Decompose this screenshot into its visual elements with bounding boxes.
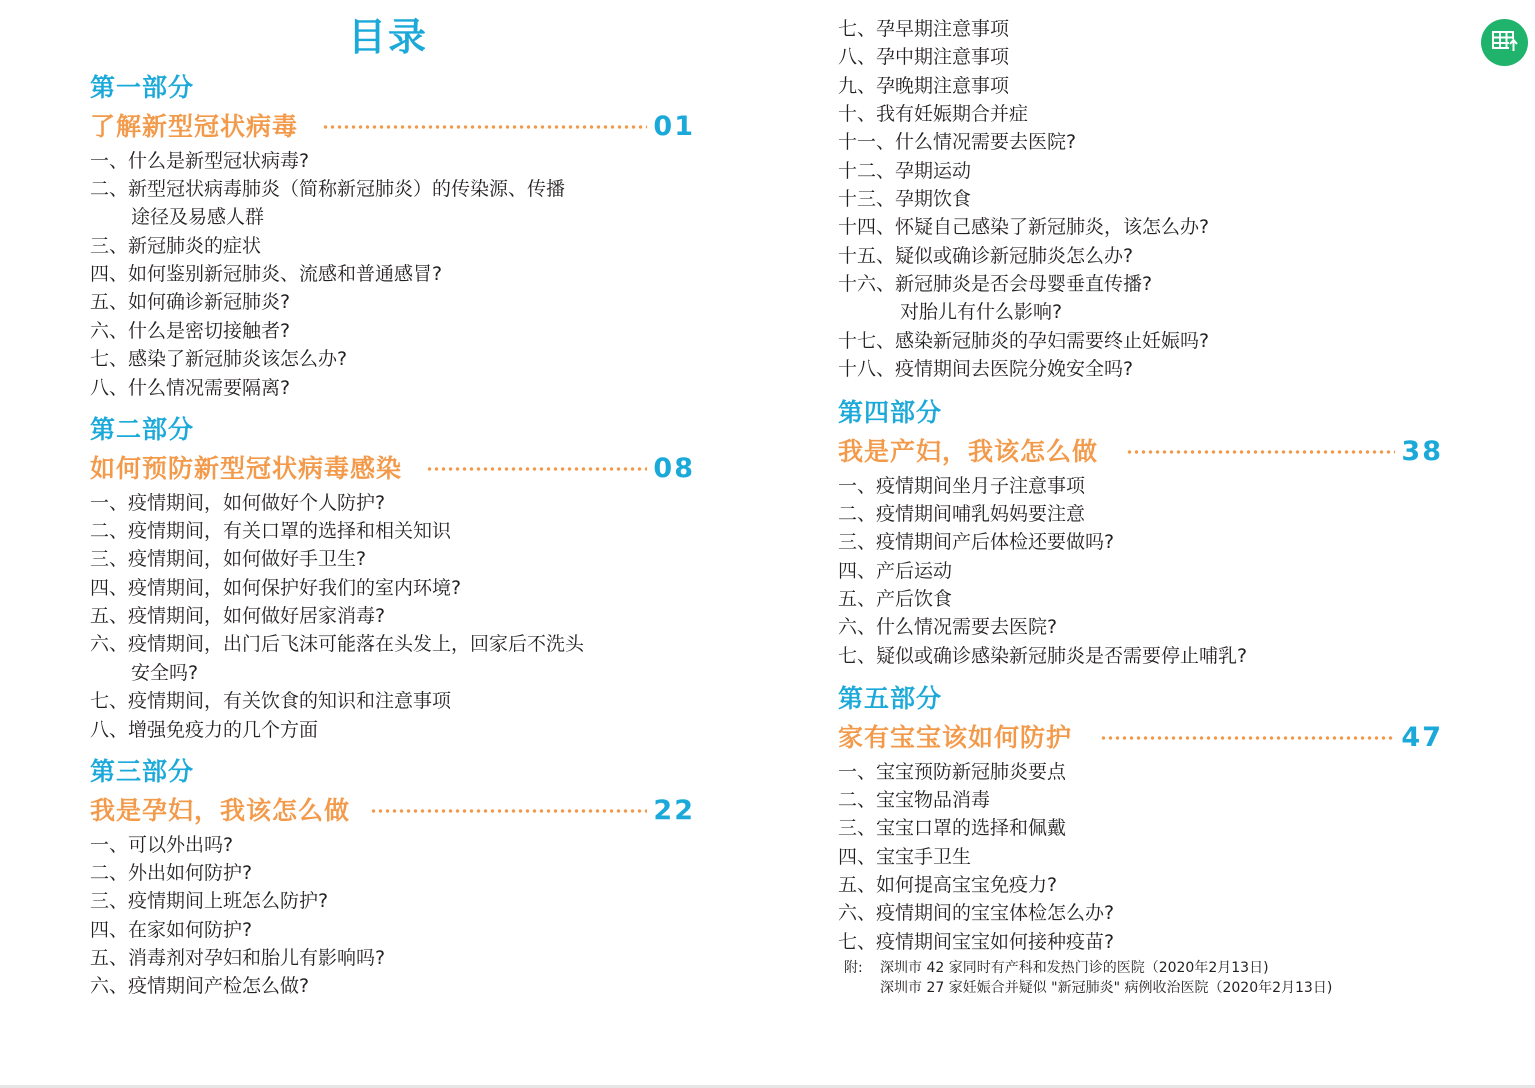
toc-item[interactable]: 一、什么是新型冠状病毒? — [90, 150, 310, 172]
toc-item[interactable]: 十六、新冠肺炎是否会母婴垂直传播? — [838, 273, 1153, 295]
toc-item[interactable]: 三、疫情期间上班怎么防护? — [90, 890, 329, 912]
page-number: 08 — [653, 453, 695, 484]
part-label: 第三部分 — [90, 757, 195, 786]
table-export-icon — [1491, 29, 1519, 57]
toc-item[interactable]: 六、什么情况需要去医院? — [838, 616, 1058, 638]
table-export-button[interactable] — [1481, 19, 1528, 66]
toc-item[interactable]: 七、疑似或确诊感染新冠肺炎是否需要停止哺乳? — [838, 645, 1248, 667]
toc-item[interactable]: 十五、疑似或确诊新冠肺炎怎么办? — [838, 245, 1134, 267]
toc-item[interactable]: 七、感染了新冠肺炎该怎么办? — [90, 348, 348, 370]
toc-item[interactable]: 二、外出如何防护? — [90, 862, 253, 884]
toc-item[interactable]: 一、疫情期间，如何做好个人防护? — [90, 492, 386, 514]
toc-item[interactable]: 十七、感染新冠肺炎的孕妇需要终止妊娠吗? — [838, 330, 1210, 352]
toc-item[interactable]: 二、新型冠状病毒肺炎（简称新冠肺炎）的传染源、传播 — [90, 178, 566, 200]
dot-leader — [1100, 736, 1395, 740]
part-label: 第五部分 — [838, 684, 943, 713]
toc-item[interactable]: 五、消毒剂对孕妇和胎儿有影响吗? — [90, 947, 386, 969]
dot-leader — [426, 467, 647, 471]
part-title-row[interactable] — [90, 794, 695, 828]
toc-item[interactable]: 一、可以外出吗? — [90, 834, 234, 856]
toc-item[interactable]: 五、产后饮食 — [838, 588, 953, 610]
toc-item[interactable]: 九、孕晚期注意事项 — [838, 75, 1010, 97]
dot-leader — [370, 809, 647, 813]
part-title: 家有宝宝该如何防护 — [838, 723, 1073, 752]
toc-item[interactable]: 十、我有妊娠期合并症 — [838, 103, 1029, 125]
toc-item[interactable]: 五、如何确诊新冠肺炎? — [90, 291, 291, 313]
toc-item[interactable]: 三、宝宝口罩的选择和佩戴 — [838, 817, 1067, 839]
toc-item[interactable]: 二、宝宝物品消毒 — [838, 789, 991, 811]
toc-item[interactable]: 四、宝宝手卫生 — [838, 846, 972, 868]
toc-item[interactable]: 二、疫情期间哺乳妈妈要注意 — [838, 503, 1086, 525]
toc-item[interactable]: 七、疫情期间宝宝如何接种疫苗? — [838, 931, 1115, 953]
toc-item[interactable]: 四、如何鉴别新冠肺炎、流感和普通感冒? — [90, 263, 443, 285]
toc-item-continuation[interactable]: 对胎儿有什么影响? — [900, 301, 1063, 323]
toc-item-continuation[interactable]: 途径及易感人群 — [131, 206, 265, 228]
part-title-row[interactable] — [90, 452, 695, 486]
part-title: 我是产妇，我该怎么做 — [838, 437, 1099, 466]
part-title: 我是孕妇，我该怎么做 — [90, 796, 351, 825]
appendix-line[interactable]: 深圳市 27 家妊娠合并疑似 "新冠肺炎" 病例收治医院（2020年2月13日) — [880, 980, 1333, 996]
part-title: 了解新型冠状病毒 — [90, 112, 299, 141]
toc-item[interactable]: 三、疫情期间，如何做好手卫生? — [90, 548, 367, 570]
part-label: 第一部分 — [90, 73, 195, 102]
appendix-label: 附: — [844, 960, 863, 976]
appendix-line[interactable]: 深圳市 42 家同时有产科和发热门诊的医院（2020年2月13日) — [880, 960, 1269, 976]
toc-item[interactable]: 六、什么是密切接触者? — [90, 320, 291, 342]
part-title: 如何预防新型冠状病毒感染 — [90, 454, 403, 483]
toc-item[interactable]: 八、什么情况需要隔离? — [90, 377, 291, 399]
toc-item[interactable]: 六、疫情期间，出门后飞沫可能落在头发上，回家后不洗头 — [90, 633, 585, 655]
toc-item[interactable]: 六、疫情期间的宝宝体检怎么办? — [838, 902, 1115, 924]
toc-item[interactable]: 六、疫情期间产检怎么做? — [90, 975, 310, 997]
toc-item[interactable]: 四、在家如何防护? — [90, 919, 253, 941]
toc-item[interactable]: 十二、孕期运动 — [838, 160, 972, 182]
part-title-row[interactable] — [838, 435, 1443, 469]
toc-item[interactable]: 八、孕中期注意事项 — [838, 46, 1010, 68]
part-label: 第二部分 — [90, 415, 195, 444]
dot-leader — [322, 125, 647, 129]
page-number: 01 — [653, 111, 695, 142]
page-number: 22 — [653, 795, 695, 826]
dot-leader — [1126, 450, 1395, 454]
toc-item[interactable]: 一、疫情期间坐月子注意事项 — [838, 475, 1086, 497]
toc-item[interactable]: 四、疫情期间，如何保护好我们的室内环境? — [90, 577, 462, 599]
toc-item[interactable]: 十八、疫情期间去医院分娩安全吗? — [838, 358, 1134, 380]
part-title-row[interactable] — [838, 721, 1443, 755]
toc-item[interactable]: 十一、什么情况需要去医院? — [838, 131, 1077, 153]
toc-item[interactable]: 四、产后运动 — [838, 560, 953, 582]
toc-item[interactable]: 七、孕早期注意事项 — [838, 18, 1010, 40]
toc-item[interactable]: 五、疫情期间，如何做好居家消毒? — [90, 605, 386, 627]
toc-item-continuation[interactable]: 安全吗? — [131, 662, 199, 684]
toc-title: 目录 — [348, 15, 429, 59]
toc-item[interactable]: 十四、怀疑自己感染了新冠肺炎，该怎么办? — [838, 216, 1210, 238]
page-number: 38 — [1401, 436, 1443, 467]
toc-item[interactable]: 一、宝宝预防新冠肺炎要点 — [838, 761, 1067, 783]
toc-item[interactable]: 三、新冠肺炎的症状 — [90, 235, 262, 257]
part-label: 第四部分 — [838, 398, 943, 427]
toc-item[interactable]: 五、如何提高宝宝免疫力? — [838, 874, 1058, 896]
toc-item[interactable]: 二、疫情期间，有关口罩的选择和相关知识 — [90, 520, 452, 542]
toc-item[interactable]: 八、增强免疫力的几个方面 — [90, 719, 319, 741]
toc-item[interactable]: 三、疫情期间产后体检还要做吗? — [838, 531, 1115, 553]
toc-item[interactable]: 七、疫情期间，有关饮食的知识和注意事项 — [90, 690, 452, 712]
toc-item[interactable]: 十三、孕期饮食 — [838, 188, 972, 210]
page-number: 47 — [1401, 722, 1443, 753]
part-title-row[interactable] — [90, 110, 695, 144]
